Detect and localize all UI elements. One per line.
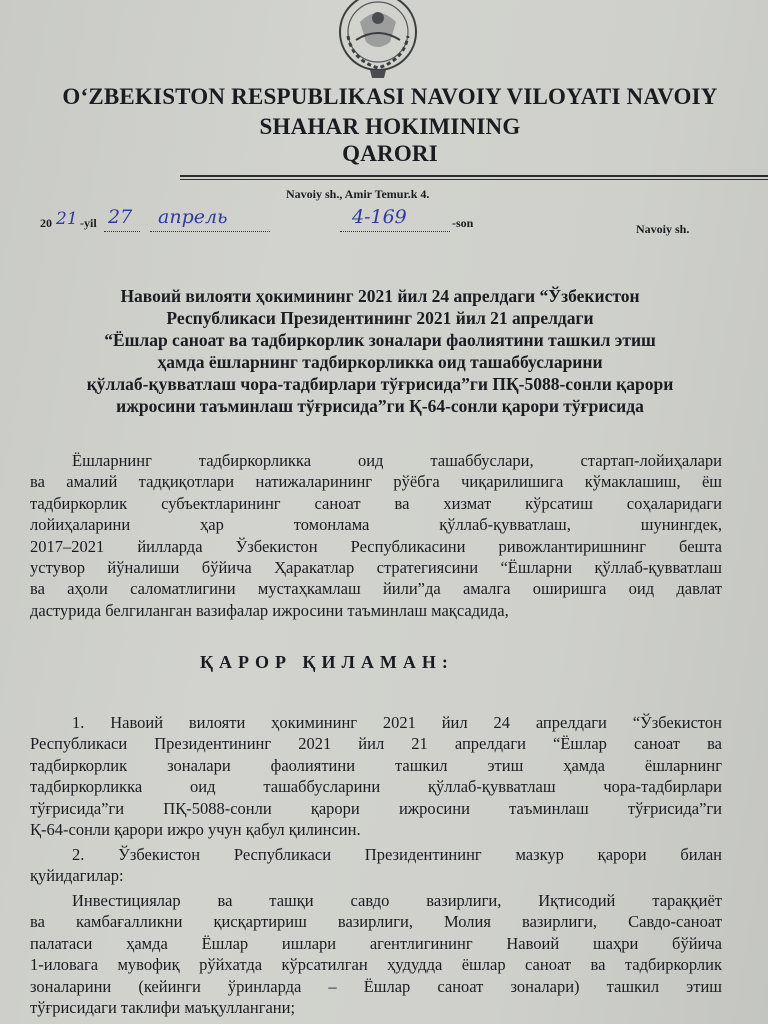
item-2a-line: палатаси ҳамда Ёшлар ишлари агентлигининг Навоий шаҳри бўйича xyxy=(30,933,722,953)
day-handwritten: 27 xyxy=(108,206,133,228)
number-suffix: -son xyxy=(452,216,474,230)
item-2a-line: Инвестициялар ва ташқи савдо вазирлиги, Иқтисодий тараққиёт xyxy=(72,891,722,910)
item-1-paragraph xyxy=(30,712,722,840)
item-2a-line: 1-иловага мувофиқ рўйхатда кўрсатилган ҳудудда ёшлар саноат ва тадбиркорлик xyxy=(30,955,722,975)
preamble-line: устувор йўналиши бўйича Ҳаракатлар стратегиясини “Ёшларни қўллаб-қувватлаш xyxy=(30,558,722,578)
item-1-line: 1. Навоий вилояти ҳокимининг 2021 йил 24 апрелдаги “Ўзбекистон xyxy=(72,713,722,732)
header-rule-thin xyxy=(180,179,768,180)
preamble-line: дастурида белгиланган вазифалар ижросини таъминлаш мақсадида, xyxy=(30,600,509,620)
org-name-line-1: O‘ZBEKISTON RESPUBLIKASI NAVOIY VILOYATI NAVOIY xyxy=(62,84,718,109)
preamble-line: лойиҳаларини ҳар томонлама қўллаб-қувватлаш, шунингдек, xyxy=(30,515,722,535)
item-2a-line: зоналарини (кейинги ўринларда – Ёшлар саноат зоналари) ташкил этиш xyxy=(30,976,722,996)
title-line: ижросини таъминлаш тўғрисида”ги Қ-64-сонли қарори тўғрисида xyxy=(116,396,644,416)
title-line: “Ёшлар саноат ва тадбиркорлик зоналари фаолиятини ташкил этиш xyxy=(104,330,656,350)
year-suffix: -yil xyxy=(80,216,97,230)
item-1-line: Республикаси Президентининг 2021 йил 21 апрелдаги “Ёшлар саноат ва xyxy=(30,734,722,754)
item-2a-line: тўғрисидаги таклифи маъқуллангани; xyxy=(30,998,296,1018)
day-underline xyxy=(104,231,140,232)
header-rule-thick xyxy=(180,175,768,177)
month-underline xyxy=(150,231,270,232)
year-prefix: 20 xyxy=(40,216,52,230)
title-line: Навоий вилояти ҳокимининг 2021 йил 24 апрелдаги “Ўзбекистон xyxy=(120,286,640,306)
item-2-line: қуйидагилар: xyxy=(30,866,124,886)
preamble-line: ва амалий тадқиқотлари натижаларининг рўёбга чиқарилишига кўмаклашиш, ёш xyxy=(30,472,722,492)
item-2a-line: ва камбағалликни қисқартириш вазирлиги, Молия вазирлиги, Савдо-саноат xyxy=(30,912,722,932)
item-2a-paragraph xyxy=(30,890,722,1018)
state-emblem-icon xyxy=(330,0,426,80)
preamble-line: Ёшларнинг тадбиркорликка оид ташаббуслари, стартап-лойиҳалари xyxy=(72,451,722,470)
title-line: ҳамда ёшларнинг тадбиркорликка оид ташаббусларини xyxy=(157,352,603,372)
year-handwritten: 21 xyxy=(56,209,78,229)
item-2-paragraph xyxy=(30,844,722,887)
item-1-line: тадбиркорлик зоналари фаолиятини ташкил этиш ҳамда ёшларнинг xyxy=(30,755,722,775)
decree-heading: ҚАРОР ҚИЛАМАН: xyxy=(200,652,454,672)
title-line: қўллаб-қувватлаш чора-тадбирлари тўғрисида”ги ПҚ-5088-сонли қарори xyxy=(86,374,674,394)
item-1-line: тадбиркорликка оид ташаббусларини қўллаб-қувватлаш чора-тадбирлари xyxy=(30,777,722,797)
preamble-line: 2017–2021 йилларда Ўзбекистон Республикасини ривожлантиришнинг бешта xyxy=(30,536,722,556)
preamble-line: ва аҳоли саломатлигини мустаҳкамлаш йили”да амалга оширишга оид давлат xyxy=(30,579,722,599)
item-1-line: Қ-64-сонли қарори ижро учун қабул қилинсин. xyxy=(30,820,361,840)
preamble-paragraph xyxy=(30,450,722,621)
title-line: Республикаси Президентининг 2021 йил 21 апрелдаги xyxy=(166,308,594,328)
preamble-line: тадбиркорлик субъектларининг саноат ва хизмат кўрсатиш соҳаларидаги xyxy=(30,493,722,513)
address: Navoiy sh., Amir Temur.k 4. xyxy=(286,187,430,201)
item-2-line: 2. Ўзбекистон Республикаси Президентининг мазкур қарори билан xyxy=(72,845,722,864)
document-title xyxy=(40,285,720,417)
item-1-line: тўғрисида”ги ПҚ-5088-сонли қарори ижросини таъминлаш тўғрисида”ги xyxy=(30,798,722,818)
issue-city: Navoiy sh. xyxy=(636,222,690,236)
number-handwritten: 4-169 xyxy=(352,206,407,228)
number-underline xyxy=(340,231,450,232)
org-name-line-2: SHAHAR HOKIMINING xyxy=(259,114,521,139)
document-type: QARORI xyxy=(342,141,438,166)
month-handwritten: апрель xyxy=(158,206,228,228)
